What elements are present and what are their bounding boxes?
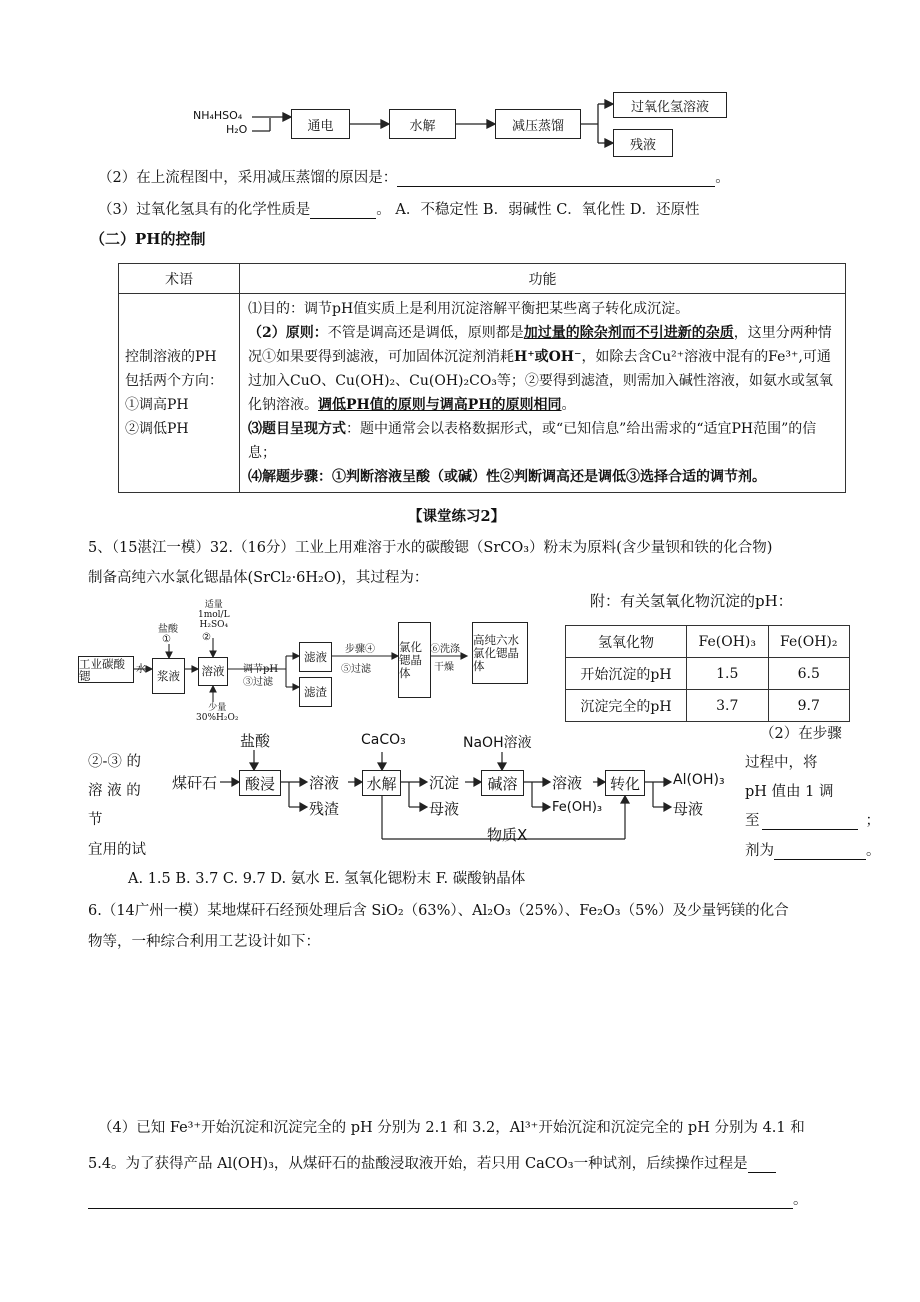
table-header-term: 术语: [119, 264, 240, 294]
flow2-box-slurry: 浆液: [152, 658, 185, 694]
term-line: 控制溶液的PH: [125, 349, 217, 365]
flow1-step-electrolysis: 通电: [291, 109, 350, 139]
section-title-ph-control: （二）PH的控制: [90, 230, 206, 248]
ph-table-cell: 9.7: [768, 690, 850, 722]
ph-table-header: Fe(OH)₃: [687, 626, 769, 658]
q5-right-text: pH 值由 1 调: [745, 784, 834, 800]
flow1-step-vacuum-distillation: 减压蒸馏: [495, 109, 581, 139]
flow2-label-step2: ②: [202, 632, 211, 643]
principle-label: （2）原则：: [248, 325, 328, 341]
h2so4-line: 1mol/L: [198, 610, 230, 620]
h2o2-line: 30%H₂O₂: [196, 713, 239, 723]
flow1-input-nh4hso4: NH₄HSO₄: [193, 109, 243, 122]
flow1-output-residue: 残液: [613, 129, 673, 157]
question-4-end: 。: [793, 1192, 808, 1208]
flow2-box-industrial-srco3: 工业碳酸锶: [78, 656, 134, 683]
q5-left-text: ②-③ 的: [88, 754, 142, 770]
principle-text: ，如除去含Cu²⁺溶液中混有的Fe³⁺,可通过加入CuO、Cu(OH)₂、Cu(OH)₂CO₃等；②要得到滤渣，则需加入碱性溶液，如氨水或氢氧化钠溶液。: [248, 349, 833, 413]
q5-right-text: （2）在步骤: [760, 726, 842, 742]
question-5-line-1: 5、（15湛江一模）32.（16分）工业上用难溶于水的碳酸锶（SrCO₃）粉末为原料(含少量钡和铁的化合物): [88, 540, 773, 556]
flow1-step-hydrolysis: 水解: [389, 109, 456, 139]
flow3-box-hydrolysis: 水解: [362, 770, 401, 796]
q5-left-text: 宜用的试: [88, 842, 146, 858]
ph-table-cell: 1.5: [687, 658, 769, 690]
q5-right-text: 至: [745, 813, 760, 829]
flow2-box-pure-product: 高纯六水氯化锶晶体: [472, 622, 528, 684]
flow3-label-caco3: CaCO₃: [361, 732, 406, 748]
question-6-line-1: 6.（14广州一模）某地煤矸石经预处理后含 SiO₂（63%）、Al₂O₃（25%）、Fe₂O₃（5%）及少量钙镁的化合: [88, 903, 789, 919]
flow3-label-substance-x: 物质X: [487, 826, 528, 844]
flow1-output-h2o2: 过氧化氢溶液: [613, 92, 727, 118]
principle-text: ，这里分两种情况①如果要得到滤液，可加固体沉淀剂消耗: [248, 325, 832, 365]
question-2-text: （2）在上流程图中，采用减压蒸馏的原因是：: [98, 170, 398, 186]
flow3-label-residue: 残渣: [309, 800, 340, 818]
flow3-label-naoh: NaOH溶液: [463, 735, 532, 751]
flow3-label-hcl: 盐酸: [240, 732, 271, 750]
ph-table-caption: 附：有关氢氧化物沉淀的pH：: [590, 592, 793, 610]
answer-blank-q4-start[interactable]: [748, 1172, 776, 1173]
flow2-label-hcl: 盐酸: [158, 624, 178, 635]
q5-right-text: 剂为: [745, 843, 774, 859]
flow2-box-solution: 溶液: [198, 657, 228, 686]
flow3-label-aloh3: Al(OH)₃: [673, 772, 725, 788]
presentation-text: ：题中通常会以表格数据形式，或“已知信息”给出需求的“适宜PH范围”的信息；: [248, 421, 817, 461]
principle-ions: H⁺或OH⁻: [514, 349, 582, 365]
principle-text: 。: [561, 397, 576, 413]
question-6-line-2: 物等，一种综合利用工艺设计如下：: [88, 934, 320, 950]
term-line: 包括两个方向：: [125, 373, 223, 389]
flow2-label-filter5: ⑤过滤: [341, 664, 371, 675]
table-header-function: 功能: [240, 264, 846, 294]
ph-table-cell: 开始沉淀的pH: [566, 658, 687, 690]
term-line: ①调高PH: [125, 397, 189, 413]
ph-table-cell: 沉淀完全的pH: [566, 690, 687, 722]
q5-left-text: 溶 液 的: [88, 783, 141, 799]
ph-table-cell: 6.5: [768, 658, 850, 690]
flow2-label-wash6: ⑥洗涤: [430, 644, 460, 655]
flow2-label-water: 水: [136, 664, 146, 675]
principle-emphasis: 加过量的除杂剂而不引进新的杂质: [523, 325, 734, 341]
h2o2-line: 少量: [208, 703, 227, 713]
answer-blank-reagent[interactable]: [774, 859, 866, 860]
q5-options: A. 1.5 B. 3.7 C. 9.7 D. 氨水 E. 氢氧化锶粉末 F. 碳酸钠晶体: [128, 871, 526, 887]
flow3-box-conversion: 转化: [605, 770, 645, 796]
flow1-input-h2o: H₂O: [226, 123, 248, 136]
ph-table-header: Fe(OH)₂: [768, 626, 850, 658]
flow3-label-mother-liquor2: 母液: [673, 800, 704, 818]
function-purpose: ⑴目的：调节pH值实质上是利用沉淀溶解平衡把某些离子转化成沉淀。: [248, 301, 690, 317]
flow2-label-adjust-ph: 调节pH: [243, 664, 279, 675]
presentation-label: ⑶题目呈现方式: [248, 421, 346, 437]
q5-right-end: ；: [865, 813, 880, 829]
q5-right-line: [745, 839, 881, 860]
flow2-label-step1: ①: [162, 634, 171, 645]
h2so4-line: 适量: [204, 600, 223, 610]
flow3-start-coal-gangue: 煤矸石: [172, 774, 218, 792]
principle-emphasis: 调低PH值的原则与调高PH的原则相同: [318, 397, 562, 413]
flow2-label-step4: 步骤④: [345, 644, 375, 655]
question-4-text: 5.4。为了获得产品 Al(OH)₃，从煤矸石的盐酸浸取液开始，若只用 CaCO₃一种试剂，后续操作过程是: [88, 1156, 748, 1172]
question-4-line-3: [88, 1188, 808, 1209]
question-2-end: 。: [715, 170, 730, 186]
flow3-label-mother-liquor1: 母液: [429, 800, 460, 818]
question-3-options: 。 A．不稳定性 B．弱碱性 C．氧化性 D．还原性: [376, 202, 700, 218]
answer-blank-ph-range[interactable]: [762, 829, 858, 830]
flow3-label-precipitate: 沉淀: [429, 774, 460, 792]
flow3-box-acid-leach: 酸浸: [239, 770, 281, 796]
flow2-label-dry: 干燥: [434, 662, 454, 673]
q5-right-line: [745, 809, 880, 830]
q5-right-text: 过程中，将: [745, 755, 818, 771]
flow3-label-solution2: 溶液: [552, 774, 583, 792]
question-3-text: （3）过氧化氢具有的化学性质是: [98, 202, 311, 218]
flow3-box-alkali-dissolve: 碱溶: [481, 770, 524, 796]
flow2-box-srcl2-crystal: 氯化锶晶体: [398, 622, 431, 698]
flow2-box-residue: 滤渣: [299, 677, 332, 707]
flow3-label-feoh3: Fe(OH)₃: [552, 800, 603, 815]
h2so4-line: H₂SO₄: [199, 620, 229, 630]
question-4-line-1: （4）已知 Fe³⁺开始沉淀和沉淀完全的 pH 分别为 2.1 和 3.2，Al³⁺开始沉淀和沉淀完全的 pH 分别为 4.1 和: [98, 1120, 805, 1136]
principle-text: 不管是调高还是调低，原则都是: [327, 325, 524, 341]
q5-right-end: 。: [866, 843, 881, 859]
flow3-label-solution1: 溶液: [309, 774, 340, 792]
question-5-line-2: 制备高纯六水氯化锶晶体(SrCl₂·6H₂O)，其过程为：: [88, 570, 429, 586]
flow2-box-filtrate: 滤液: [299, 642, 332, 672]
ph-table-cell: 3.7: [687, 690, 769, 722]
flow2-label-filter3: ③过滤: [243, 677, 273, 688]
answer-blank-q4[interactable]: [88, 1208, 793, 1209]
function-steps: ⑷解题步骤：①判断溶液呈酸（或碱）性②判断调高还是调低③选择合适的调节剂。: [248, 469, 766, 485]
q5-left-text: 节: [88, 812, 103, 828]
ph-table-header: 氢氧化物: [566, 626, 687, 658]
practice-title: 【课堂练习2】: [408, 508, 506, 525]
question-4-line-2: [88, 1152, 776, 1173]
term-line: ②调低PH: [125, 421, 189, 437]
